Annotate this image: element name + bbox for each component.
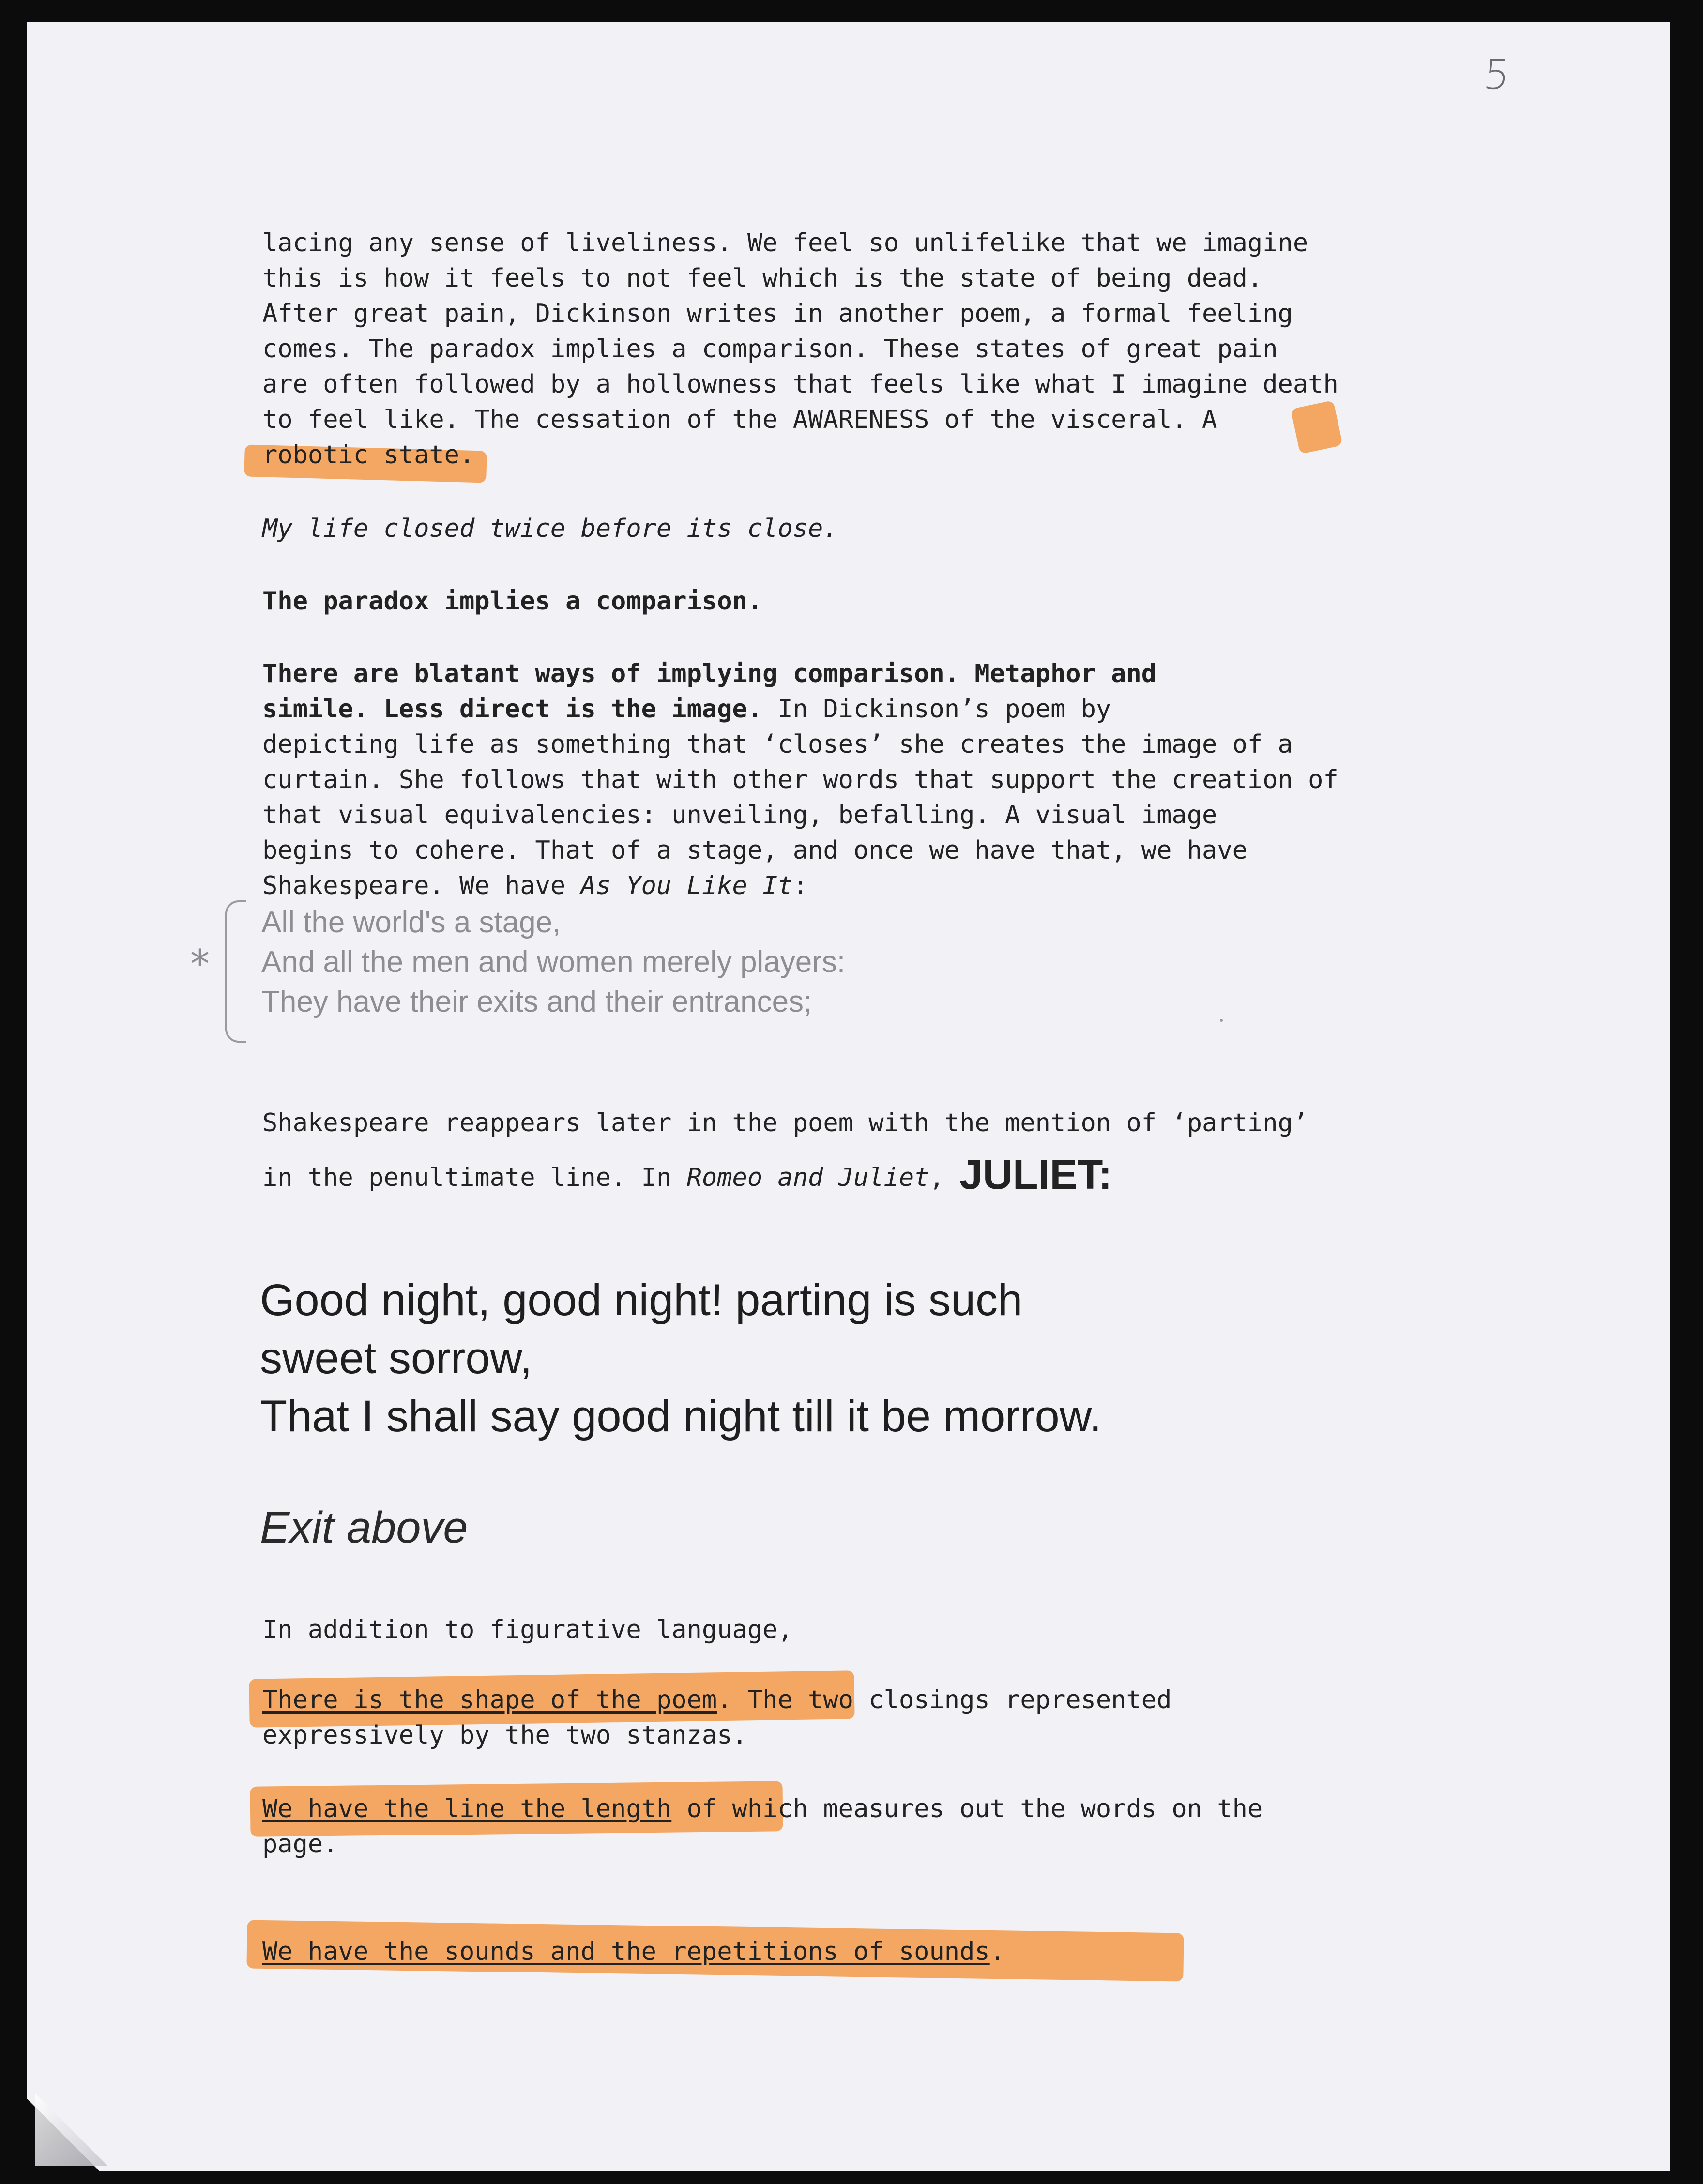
shape-line-1: [262, 1682, 1171, 1718]
para1-line-5: are often followed by a hollowness that feels like what I imagine death: [262, 370, 1338, 399]
paradox-statement: The paradox implies a comparison.: [262, 587, 763, 616]
margin-star-mark: *: [190, 941, 210, 986]
highlight-a: [1291, 400, 1343, 455]
para1-line-1: lacing any sense of liveliness. We feel so unlifelike that we imagine: [262, 228, 1308, 258]
exit-above: Exit above: [260, 1503, 468, 1552]
para2-line-5: that visual equivalencies: unveiling, befalling. A visual image: [262, 801, 1217, 830]
sounds-line: [262, 1934, 1005, 1970]
sounds-highlight-text: We have the sounds and the repetitions of sounds: [262, 1937, 990, 1966]
margin-bracket: [225, 900, 246, 1043]
shape-highlight-text: There is the shape of the poem: [262, 1685, 717, 1714]
ayli-line-2: And all the men and women merely players:: [261, 945, 846, 979]
para1-line-6: to feel like. The cessation of the AWARENESS of the visceral. A: [262, 405, 1217, 434]
para1-line-3: After great pain, Dickinson writes in another poem, a formal feeling: [262, 299, 1293, 328]
length-highlight-text: We have the line the length: [262, 1794, 672, 1823]
as-you-like-it-title: As You Like It: [580, 871, 793, 900]
para3-line-2: [262, 1146, 1112, 1204]
para1-line-4: comes. The paradox implies a comparison. These states of great pain: [262, 334, 1278, 364]
dickinson-quote: My life closed twice before its close.: [262, 514, 838, 543]
juliet-label: JULIET:: [959, 1152, 1112, 1198]
shakespeare-prefix: Shakespeare. We have: [262, 871, 581, 900]
juliet-quote-line-2: sweet sorrow,: [260, 1334, 532, 1383]
para1-line-7: robotic state.: [262, 440, 475, 470]
pencil-dot: [1220, 1019, 1223, 1022]
para2-bold-line-1: There are blatant ways of implying comparison. Metaphor and: [262, 659, 1157, 688]
para2-line-4: curtain. She follows that with other words that support the creation of: [262, 765, 1338, 794]
sounds-rest-text: .: [989, 1937, 1005, 1966]
para3-line-1: Shakespeare reappears later in the poem with the mention of ‘parting’: [262, 1108, 1308, 1138]
page-number: 5: [1481, 51, 1512, 98]
juliet-quote-line-1: Good night, good night! parting is such: [260, 1275, 1023, 1325]
para1-line-2: this is how it feels to not feel which is the state of being dead.: [262, 264, 1263, 293]
length-line-1: [262, 1791, 1262, 1827]
ayli-line-1: All the world's a stage,: [261, 906, 561, 939]
para2-line-2: [262, 691, 1111, 727]
shakespeare-suffix: :: [792, 871, 808, 900]
romeo-juliet-title: Romeo and Juliet: [686, 1163, 929, 1192]
ayli-line-3: They have their exits and their entrances;: [261, 985, 812, 1018]
shape-rest-text: . The two closings represented: [717, 1685, 1172, 1714]
para3-prefix: in the penultimate line. In: [262, 1163, 687, 1192]
length-rest-text: of which measures out the words on the: [671, 1794, 1263, 1823]
length-line-2: page.: [262, 1830, 338, 1859]
para4-line: In addition to figurative language,: [262, 1615, 793, 1644]
para2-line-7: [262, 868, 808, 904]
document-page: [27, 22, 1670, 2171]
para2-line-2-rest: In Dickinson’s poem by: [762, 695, 1111, 724]
para2-line-3: depicting life as something that ‘closes’ she creates the image of a: [262, 730, 1293, 759]
para2-bold-line-2: simile. Less direct is the image.: [262, 695, 763, 724]
juliet-quote-line-3: That I shall say good night till it be morrow.: [260, 1392, 1102, 1441]
para2-line-6: begins to cohere. That of a stage, and once we have that, we have: [262, 836, 1247, 865]
shape-line-2: expressively by the two stanzas.: [262, 1721, 747, 1750]
para3-comma: ,: [929, 1163, 960, 1192]
